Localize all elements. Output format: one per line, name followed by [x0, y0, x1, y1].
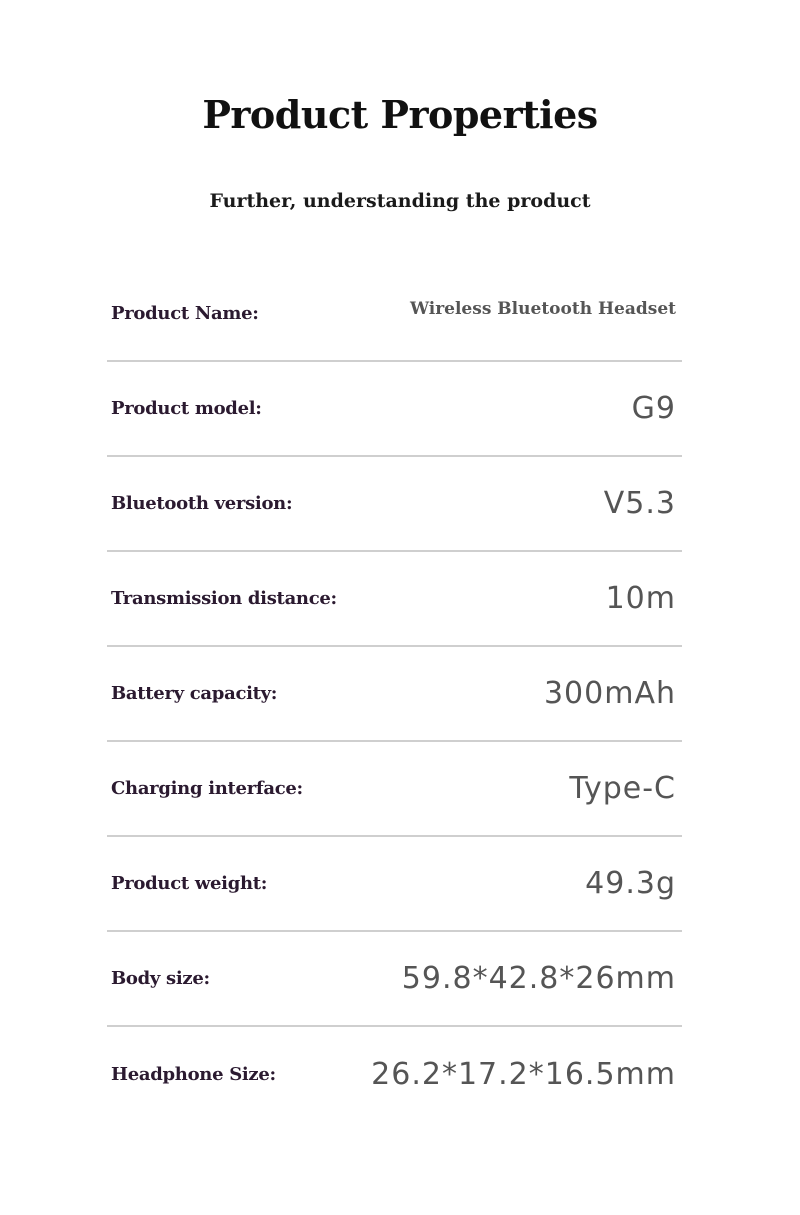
property-value: Type-C: [569, 771, 676, 806]
property-row-body-size: [107, 932, 682, 1027]
property-value: Wireless Bluetooth Headset: [409, 298, 676, 319]
property-row-charging-interface: [107, 742, 682, 837]
page-subtitle: Further, understanding the product: [209, 190, 591, 212]
property-row-product-weight: [107, 837, 682, 932]
property-value: 49.3g: [585, 866, 676, 901]
property-row-bluetooth-version: [107, 457, 682, 552]
property-label: Headphone Size:: [111, 1064, 276, 1085]
property-row-product-name: [107, 267, 682, 362]
property-label: Charging interface:: [111, 778, 303, 799]
property-row-transmission-distance: [107, 552, 682, 647]
property-label: Bluetooth version:: [111, 493, 293, 514]
page-title: Product Properties: [202, 92, 598, 137]
property-label: Transmission distance:: [111, 588, 337, 609]
property-value: 59.8*42.8*26mm: [401, 961, 676, 996]
property-value: G9: [631, 391, 676, 426]
property-value: 10m: [605, 581, 676, 616]
property-label: Product weight:: [111, 873, 268, 894]
property-label: Battery capacity:: [111, 683, 278, 704]
property-label: Body size:: [111, 968, 210, 989]
property-row-battery-capacity: [107, 647, 682, 742]
property-row-headphone-size: [107, 1027, 682, 1122]
property-value: 300mAh: [543, 676, 676, 711]
property-label: Product model:: [111, 398, 262, 419]
property-row-product-model: [107, 362, 682, 457]
property-value: V5.3: [603, 486, 676, 521]
property-label: Product Name:: [111, 303, 259, 324]
properties-table: [107, 267, 682, 1122]
property-value: 26.2*17.2*16.5mm: [371, 1057, 676, 1092]
